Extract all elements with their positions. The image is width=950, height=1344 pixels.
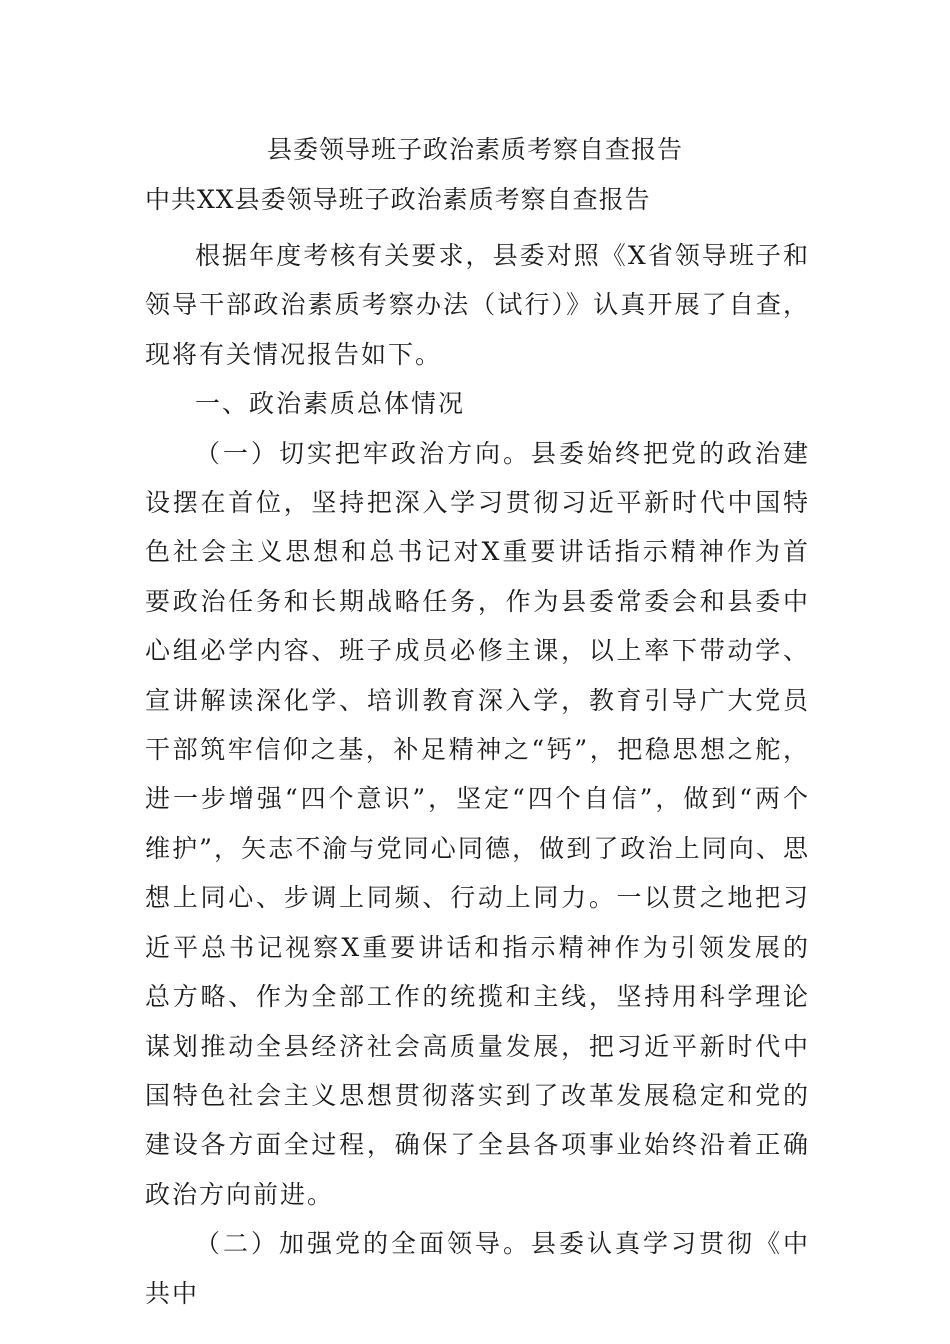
intro-paragraph: 根据年度考核有关要求，县委对照《X省领导班子和领导干部政治素质考察办法（试行）》认真开展了自查，现将有关情况报告如下。	[145, 241, 810, 369]
section-heading: 一、政治素质总体情况	[195, 389, 466, 419]
document-subtitle: 中共XX县委领导班子政治素质考察自查报告	[145, 185, 651, 214]
body-paragraph: （二）加强党的全面领导。县委认真学习贯彻《中共中	[145, 1229, 810, 1308]
body-paragraph: （一）切实把牢政治方向。县委始终把党的政治建设摆在首位，坚持把深入学习贯彻习近平新时代中国特色社会主义思想和总书记对X重要讲话指示精神作为首要政治任务和长期战略任务，作为县委常委会和县委中心组必学内容、班子成员必修主课，以上率下带动学、宣讲解读深化学、培训教育深入学，教育引导广大党员干部筑牢信仰之基，补足精神之“钙”，把稳思想之舵，进一步增强“四个意识”，坚定“四个自信”，做到“两个维护”，矢志不渝与党同心同德，做到了政治上同向、思想上同心、步调上同频、行动上同力。一以贯之地把习近平总书记视察X重要讲话和指示精神作为引领发展的总方略、作为全部工作的统揽和主线，坚持用科学理论谋划推动全县经济社会高质量发展，把习近平新时代中国特色社会主义思想贯彻落实到了改革发展稳定和党的建设各方面全过程，确保了全县各项事业始终沿着正确政治方向前进。	[145, 438, 810, 1209]
document-title: 县委领导班子政治素质考察自查报告	[266, 135, 683, 164]
document-body	[145, 231, 810, 1318]
